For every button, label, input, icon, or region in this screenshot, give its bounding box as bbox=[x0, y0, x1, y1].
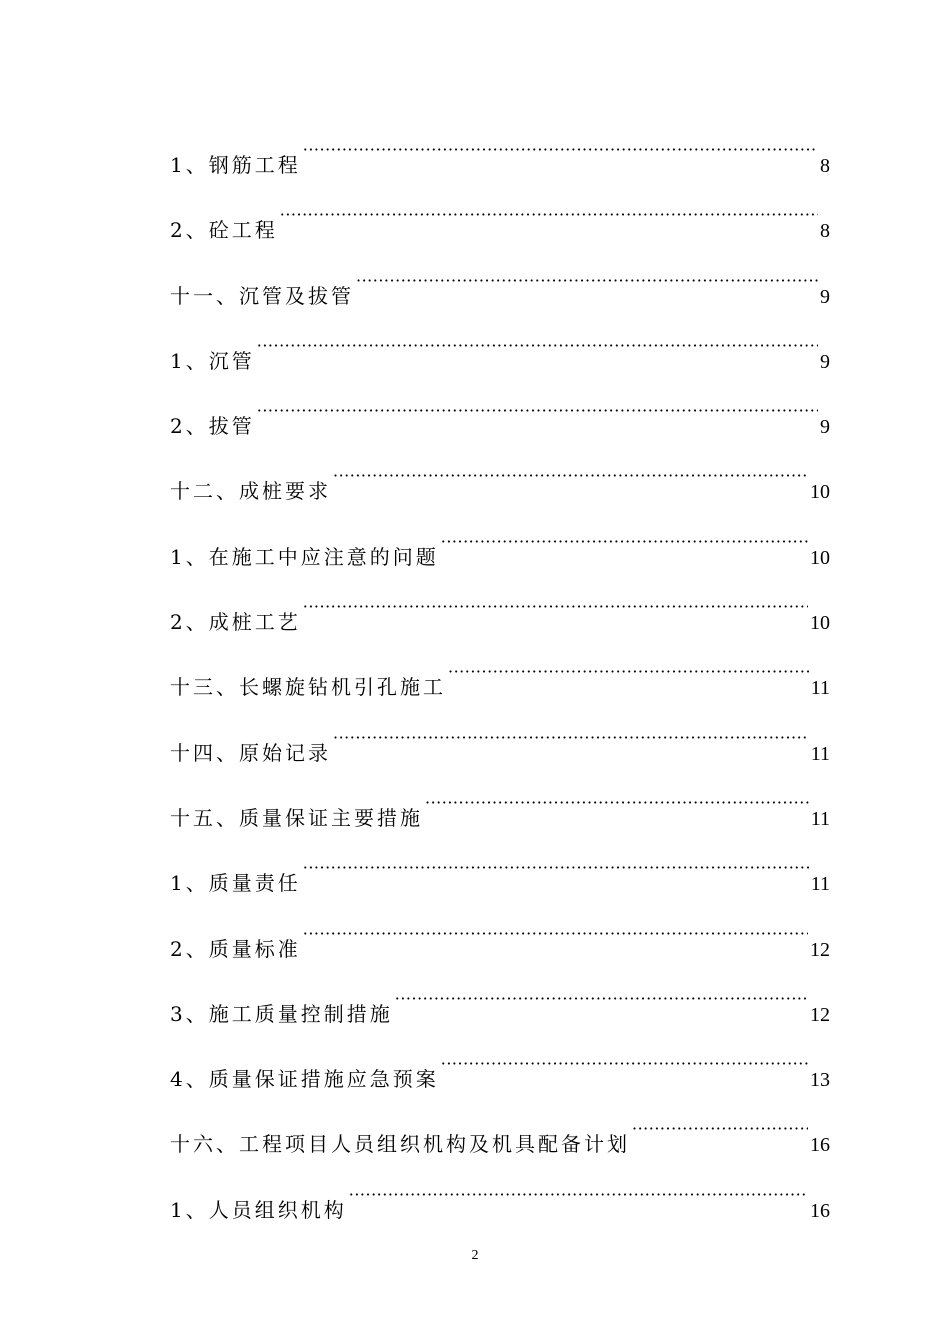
toc-entry-title: 2、拔管 bbox=[170, 414, 255, 439]
toc-dot-leader bbox=[303, 585, 808, 629]
toc-entry-page: 16 bbox=[810, 1134, 830, 1157]
toc-entry[interactable] bbox=[170, 324, 830, 389]
toc-entry-page: 8 bbox=[820, 155, 830, 177]
toc-dot-leader bbox=[425, 781, 809, 825]
toc-dot-leader bbox=[356, 259, 818, 303]
toc-entry-title: 2、质量标准 bbox=[170, 936, 301, 961]
toc-entry-title: 十三、长螺旋钻机引孔施工 bbox=[170, 675, 446, 700]
toc-entry-page: 11 bbox=[810, 742, 830, 765]
toc-dot-leader bbox=[257, 389, 818, 433]
toc-entry-title: 4、质量保证措施应急预案 bbox=[170, 1067, 439, 1092]
toc-entry[interactable] bbox=[170, 193, 830, 258]
toc-dot-leader bbox=[349, 1173, 808, 1217]
toc-entry-title: 1、在施工中应注意的问题 bbox=[170, 544, 439, 569]
toc-entry-page: 9 bbox=[820, 416, 830, 439]
toc-entry[interactable] bbox=[170, 716, 830, 781]
toc-entry-page: 8 bbox=[820, 220, 830, 243]
toc-entry-page: 9 bbox=[820, 350, 830, 373]
toc-entry-page: 11 bbox=[810, 873, 830, 896]
toc-entry[interactable] bbox=[170, 781, 830, 846]
toc-entry-title: 3、施工质量控制措施 bbox=[170, 1001, 393, 1026]
page-number: 2 bbox=[471, 1248, 479, 1263]
toc-entry-page: 11 bbox=[810, 677, 830, 700]
toc-entry-title: 1、沉管 bbox=[170, 348, 255, 373]
toc-entry[interactable] bbox=[170, 650, 830, 715]
toc-entry-title: 1、人员组织机构 bbox=[170, 1197, 347, 1222]
toc-entry-page: 13 bbox=[810, 1069, 830, 1092]
toc-dot-leader bbox=[303, 846, 809, 890]
toc-entry[interactable] bbox=[170, 1042, 830, 1107]
toc-dot-leader bbox=[448, 650, 809, 694]
toc-entry-title: 十一、沉管及拔管 bbox=[170, 283, 354, 308]
toc-dot-leader bbox=[395, 977, 808, 1021]
toc-entry[interactable] bbox=[170, 259, 830, 324]
toc-entry-title: 2、成桩工艺 bbox=[170, 610, 301, 635]
toc-entry[interactable] bbox=[170, 454, 830, 519]
toc-entry-title: 十五、质量保证主要措施 bbox=[170, 805, 423, 830]
toc-entry[interactable] bbox=[170, 389, 830, 454]
toc-entry-title: 十四、原始记录 bbox=[170, 740, 331, 765]
toc-dot-leader bbox=[280, 193, 818, 237]
toc-entry-page: 11 bbox=[810, 807, 830, 830]
toc-entry[interactable] bbox=[170, 912, 830, 977]
toc-dot-leader bbox=[303, 912, 808, 956]
toc-entry[interactable] bbox=[170, 520, 830, 585]
toc-entry-page: 10 bbox=[810, 612, 830, 635]
toc-entry[interactable] bbox=[170, 846, 830, 911]
toc-entry-title: 2、砼工程 bbox=[170, 218, 278, 243]
toc-entry-page: 10 bbox=[810, 481, 830, 504]
toc-entry-page: 10 bbox=[810, 546, 830, 569]
toc-entry[interactable] bbox=[170, 977, 830, 1042]
toc-entry-page: 16 bbox=[810, 1199, 830, 1222]
toc-dot-leader bbox=[632, 1107, 808, 1151]
toc-dot-leader bbox=[441, 520, 808, 564]
toc-dot-leader bbox=[441, 1042, 808, 1086]
toc-dot-leader bbox=[333, 454, 808, 498]
toc-dot-leader bbox=[257, 324, 818, 368]
toc-dot-leader bbox=[333, 716, 809, 760]
toc-entry[interactable] bbox=[170, 585, 830, 650]
toc-dot-leader bbox=[303, 128, 818, 172]
toc-entry-title: 1、钢筋工程 bbox=[170, 153, 301, 177]
toc-entry-page: 12 bbox=[810, 938, 830, 961]
toc-entry[interactable] bbox=[170, 128, 830, 193]
toc-entry-page: 9 bbox=[820, 285, 830, 308]
table-of-contents bbox=[170, 128, 830, 1238]
toc-entry-title: 十六、工程项目人员组织机构及机具配备计划 bbox=[170, 1132, 630, 1157]
toc-entry[interactable] bbox=[170, 1107, 830, 1172]
toc-entry-page: 12 bbox=[810, 1003, 830, 1026]
toc-entry-title: 十二、成桩要求 bbox=[170, 479, 331, 504]
toc-entry[interactable] bbox=[170, 1173, 830, 1238]
toc-entry-title: 1、质量责任 bbox=[170, 871, 301, 896]
